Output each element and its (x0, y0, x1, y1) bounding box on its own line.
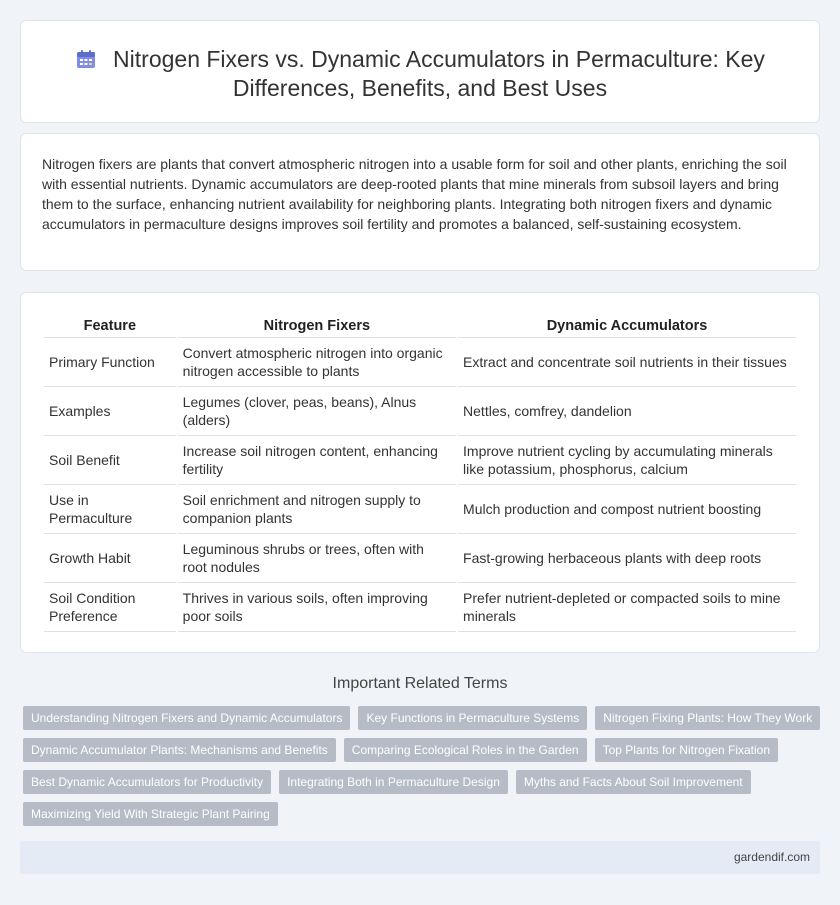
comparison-card (20, 292, 820, 653)
page-title-wrap (21, 45, 819, 103)
related-term-tag[interactable]: Maximizing Yield With Strategic Plant Pairing (23, 802, 278, 826)
related-term-tag[interactable]: Nitrogen Fixing Plants: How They Work (595, 706, 820, 730)
table-cell: Thrives in various soils, often improving poor soils (178, 583, 456, 632)
calendar-icon (75, 48, 97, 70)
intro-card (20, 133, 820, 271)
table-cell: Examples (44, 387, 176, 436)
table-row (44, 338, 796, 387)
table-cell: Nettles, comfrey, dandelion (458, 387, 796, 436)
table-cell: Mulch production and compost nutrient boosting (458, 485, 796, 534)
table-cell: Fast-growing herbaceous plants with deep roots (458, 534, 796, 583)
related-term-tag[interactable]: Top Plants for Nitrogen Fixation (595, 738, 778, 762)
footer (20, 841, 820, 874)
table-cell: Convert atmospheric nitrogen into organic nitrogen accessible to plants (178, 338, 456, 387)
table-cell: Prefer nutrient-depleted or compacted soils to mine minerals (458, 583, 796, 632)
table-row (44, 387, 796, 436)
related-terms-list (23, 706, 823, 826)
footer-site-name[interactable]: gardendif.com (733, 850, 810, 864)
comparison-table (42, 314, 798, 632)
table-row (44, 534, 796, 583)
table-cell: Soil Benefit (44, 436, 176, 485)
page-title: Nitrogen Fixers vs. Dynamic Accumulators in Permaculture: Key Differences, Benefits, and Best Uses (113, 46, 765, 101)
intro-paragraph: Nitrogen fixers are plants that convert atmospheric nitrogen into a usable form for soil and other plants, enriching the soil with essential nutrients. Dynamic accumulators are deep-rooted plants that mine minerals from subsoil layers and bring them to the surface, enhancing nutrient availability for neighboring plants. Integrating both nitrogen fixers and dynamic accumulators in permaculture designs improves soil fertility and promotes a balanced, self-sustaining ecosystem. (42, 156, 787, 232)
table-cell: Soil enrichment and nitrogen supply to companion plants (178, 485, 456, 534)
table-row (44, 583, 796, 632)
related-term-tag[interactable]: Key Functions in Permaculture Systems (358, 706, 587, 730)
table-header-row (44, 314, 796, 338)
table-cell: Primary Function (44, 338, 176, 387)
related-term-tag[interactable]: Understanding Nitrogen Fixers and Dynamic Accumulators (23, 706, 350, 730)
table-row (44, 436, 796, 485)
table-cell: Legumes (clover, peas, beans), Alnus (alders) (178, 387, 456, 436)
table-row (44, 485, 796, 534)
header-dynamic-accumulators: Dynamic Accumulators (458, 314, 796, 338)
related-term-tag[interactable]: Myths and Facts About Soil Improvement (516, 770, 751, 794)
table-cell: Improve nutrient cycling by accumulating minerals like potassium, phosphorus, calcium (458, 436, 796, 485)
table-cell: Extract and concentrate soil nutrients in their tissues (458, 338, 796, 387)
related-term-tag[interactable]: Comparing Ecological Roles in the Garden (344, 738, 587, 762)
related-term-tag[interactable]: Dynamic Accumulator Plants: Mechanisms and Benefits (23, 738, 336, 762)
header-nitrogen-fixers: Nitrogen Fixers (178, 314, 456, 338)
related-term-tag[interactable]: Best Dynamic Accumulators for Productivity (23, 770, 271, 794)
table-cell: Soil Condition Preference (44, 583, 176, 632)
related-term-tag[interactable]: Integrating Both in Permaculture Design (279, 770, 508, 794)
header-feature: Feature (44, 314, 176, 338)
title-card (20, 20, 820, 123)
table-cell: Use in Permaculture (44, 485, 176, 534)
table-cell: Increase soil nitrogen content, enhancing fertility (178, 436, 456, 485)
table-cell: Leguminous shrubs or trees, often with root nodules (178, 534, 456, 583)
table-cell: Growth Habit (44, 534, 176, 583)
related-terms-heading: Important Related Terms (332, 675, 508, 692)
